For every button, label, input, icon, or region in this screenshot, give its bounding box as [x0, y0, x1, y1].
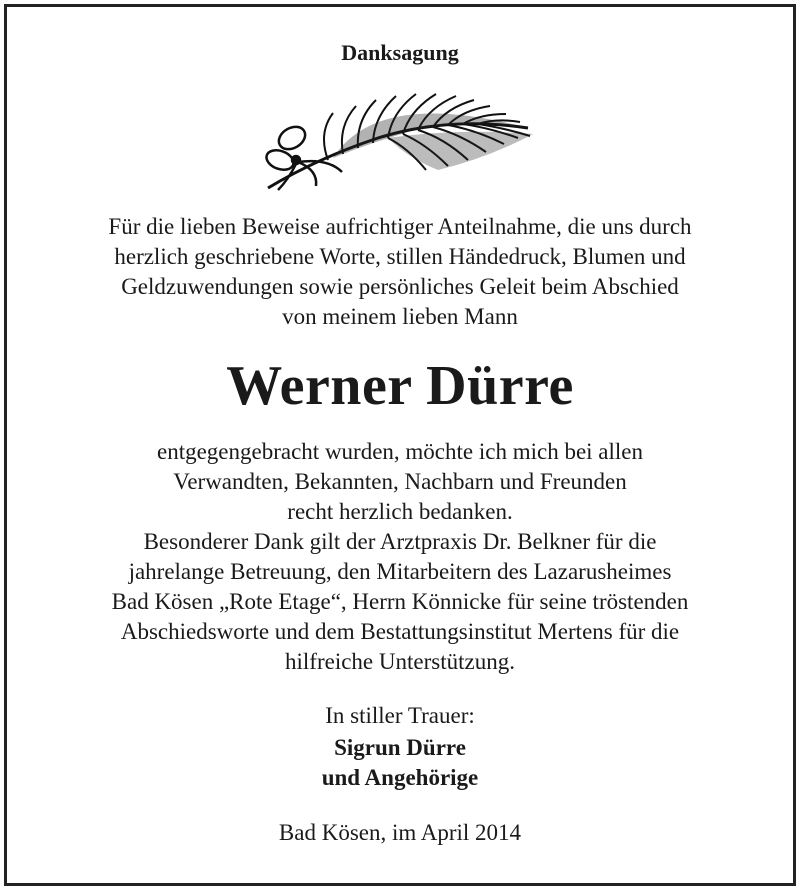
thanks-paragraph-main: [0, 437, 800, 677]
text-line: Geldzuwendungen sowie persönliches Geleit beim Abschied: [121, 274, 679, 299]
palm-frond-with-bow-icon: [258, 88, 558, 196]
ad-title: Danksagung: [341, 40, 459, 65]
text-line: jahrelange Betreuung, den Mitarbeitern des Lazarusheimes: [128, 559, 672, 584]
signature-relatives: und Angehörige: [321, 765, 479, 790]
text-line: von meinem lieben Mann: [282, 304, 518, 329]
text-line: herzlich geschriebene Worte, stillen Händedruck, Blumen und: [114, 244, 686, 269]
signature-name: Sigrun Dürre: [334, 735, 466, 760]
text-line: entgegengebracht wurden, möchte ich mich bei allen: [157, 439, 643, 464]
signature-intro: In stiller Trauer:: [325, 703, 475, 728]
text-line: Verwandten, Bekannten, Nachbarn und Freunden: [173, 469, 627, 494]
text-line: hilfreiche Unterstützung.: [285, 649, 515, 674]
text-line: Für die lieben Beweise aufrichtiger Anteilnahme, die uns durch: [108, 214, 692, 239]
thanks-paragraph-intro: [0, 212, 800, 332]
text-line: Besonderer Dank gilt der Arztpraxis Dr. Belkner für die: [143, 529, 657, 554]
text-line: recht herzlich bedanken.: [287, 499, 513, 524]
place-date: Bad Kösen, im April 2014: [278, 820, 522, 845]
text-line: Abschiedsworte und dem Bestattungsinstitut Mertens für die: [120, 619, 680, 644]
text-line: Bad Kösen „Rote Etage“, Herrn Könnicke für seine tröstenden: [111, 589, 689, 614]
deceased-name: Werner Dürre: [226, 355, 574, 417]
